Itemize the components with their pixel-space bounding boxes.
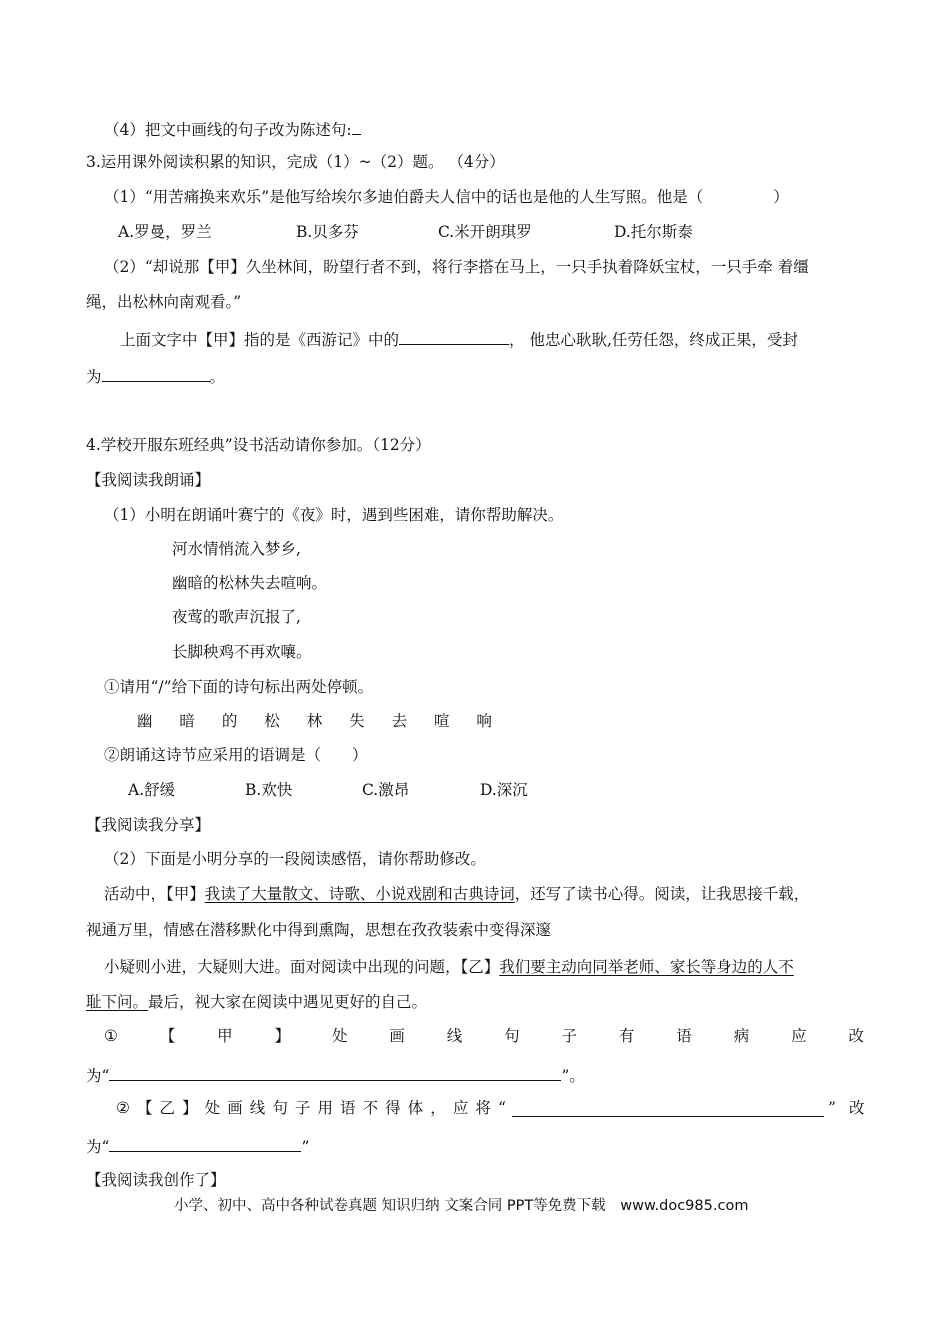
ans1-char: 【	[159, 1027, 176, 1045]
q4-s2-para-line3	[104, 957, 794, 977]
q4-s2-para-line1	[104, 884, 809, 904]
ans2-char: 不	[362, 1099, 379, 1117]
ans1-char: ①	[104, 1027, 118, 1045]
q3-2-line3	[120, 328, 798, 350]
ans1-char: 有	[618, 1027, 635, 1045]
answer1-line1	[104, 1026, 864, 1046]
pause-char: 失	[349, 712, 365, 730]
ans1-close: ”。	[561, 1067, 585, 1085]
tone-option-d[interactable]: D.深沉	[480, 781, 528, 799]
ans2-char: 语	[340, 1099, 356, 1117]
para1-underlined-sentence-jia: 我读了大量散文、诗歌、小说戏剧和古典诗词	[204, 885, 515, 903]
answer1-blank[interactable]	[109, 1064, 561, 1081]
ans2-char: 处	[204, 1099, 221, 1117]
tone-option-b[interactable]: B.欢快	[245, 781, 293, 799]
pause-char: 响	[476, 712, 492, 730]
answer2-blank-original[interactable]	[512, 1100, 824, 1117]
answer2-blank-revised[interactable]	[109, 1135, 301, 1152]
ans2-gai: 改	[849, 1099, 865, 1117]
q2-4-text: （4）把文中画线的句子改为陈述句:	[104, 121, 352, 139]
q3-2-blank-2[interactable]	[102, 365, 210, 382]
para1-suffix: ，还写了读书心得。阅读，让我思接千载，	[514, 885, 810, 903]
para3-prefix: 小疑则小进，大疑则大进。面对阅读中出现的问题，【乙】	[104, 958, 500, 976]
ans1-char: 句	[504, 1027, 520, 1045]
ans1-open: 为“	[86, 1067, 110, 1085]
q3-2-line3-b: ， 他忠心耿耿,任劳任怨，终成正果，受封	[509, 331, 798, 349]
q2-4-answer-blank[interactable]	[352, 118, 361, 135]
q3-1-line	[104, 187, 789, 207]
pause-char: 林	[306, 712, 323, 730]
para1-prefix: 活动中，【甲】	[104, 885, 205, 903]
ans1-char: 应	[791, 1027, 807, 1045]
tone-option-c[interactable]: C.激昂	[362, 781, 410, 799]
q4-s1-heading: 【我阅读我朗诵】	[86, 471, 211, 489]
q3-1-option-a[interactable]: A.罗曼，罗兰	[118, 223, 212, 241]
q3-1-option-d[interactable]: D.托尔斯泰	[614, 223, 693, 241]
ans1-char: 】	[274, 1027, 291, 1045]
ans1-char: 甲	[217, 1027, 233, 1045]
ans2-char: 画	[227, 1099, 243, 1117]
q4-s2-para-line4	[86, 992, 427, 1012]
ans2-char: 线	[249, 1099, 266, 1117]
q4-s3-heading: 【我阅读我创作了】	[86, 1171, 226, 1189]
ans1-char: 病	[733, 1027, 750, 1045]
ans2-char: 】	[182, 1099, 198, 1117]
q4-s1-task2: ②朗诵这诗节应采用的语调是（ ）	[104, 746, 368, 764]
q4-s1-intro: （1）小明在朗诵叶赛宁的《夜》时，遇到些困难，请你帮助解决。	[104, 506, 564, 524]
answer2-prompt	[116, 1098, 506, 1118]
footer-site-link[interactable]: www.doc985.com	[620, 1198, 749, 1214]
pause-char: 喧	[433, 712, 450, 730]
poem-line-3: 夜莺的歌声沉报了,	[172, 608, 301, 626]
q3-1-option-b[interactable]: B.贝多芬	[296, 223, 359, 241]
q3-2-blank-1[interactable]	[399, 328, 509, 345]
ans2-char: 【	[136, 1099, 153, 1117]
para3-underlined-sentence-yi: 我们要主动向同举老师、家长等身边的人不	[499, 958, 794, 976]
ans1-char: 线	[446, 1027, 463, 1045]
ans2-char: 将	[475, 1099, 491, 1117]
ans2-char: ②	[116, 1099, 130, 1117]
poem-line-1: 河水情悄流入梦乡,	[172, 540, 301, 558]
ans2-char: 子	[294, 1099, 311, 1117]
q3-1-close: ）	[773, 188, 789, 206]
q4-s2-para-line2: 视通万里，情感在潜移默化中得到熏陶，思想在孜孜装索中变得深邃	[86, 921, 552, 939]
answer2-line2	[86, 1135, 309, 1157]
pause-char: 的	[221, 712, 238, 730]
ans2-char: 体	[407, 1099, 424, 1117]
poem-line-4: 长脚秧鸡不再欢嚷。	[172, 643, 312, 661]
pause-char: 去	[391, 712, 408, 730]
footer-text: 小学、初中、高中各种试卷真题 知识归纳 文案合同 PPT等免费下载	[174, 1198, 606, 1214]
q3-2-line1: （2）“却说那【甲】久坐林间，盼望行者不到，将行李搭在马上，一只手执着降妖宝杖，一只手牵 着缰	[104, 258, 809, 276]
footer	[174, 1196, 748, 1216]
ans1-char: 语	[676, 1027, 692, 1045]
poem-pause-line[interactable]	[137, 711, 492, 731]
poem-line-2: 幽暗的松林失去喧响。	[172, 574, 328, 592]
pause-char: 幽	[137, 712, 153, 730]
ans2-char: 句	[272, 1099, 288, 1117]
ans1-char: 处	[331, 1027, 348, 1045]
q3-2-line4-b: 。	[209, 368, 226, 386]
q4-title: 4.学校开服东班经典”设书活动请你参加。（12分）	[86, 436, 431, 454]
ans2-open: 为“	[86, 1138, 110, 1156]
q3-2-line2: 绳，出松林向南观看。”	[86, 293, 242, 311]
ans2-char: ，	[430, 1099, 446, 1117]
q3-title: 3.运用课外阅读积累的知识，完成（1）~（2）题。 （4分）	[86, 153, 505, 171]
q4-s1-task1: ①请用“/”给下面的诗句标出两处停顿。	[104, 678, 374, 696]
q3-1-option-c[interactable]: C.米开朗琪罗	[438, 223, 532, 241]
q3-1-text: （1）“用苦痛换来欢乐”是他写给埃尔多迪伯爵夫人信中的话也是他的人生写照。他是（	[104, 188, 704, 206]
ans2-char: 用	[317, 1099, 333, 1117]
ans2-char: 应	[452, 1099, 469, 1117]
para4-suffix: 最后，视大家在阅读中遇见更好的自己。	[148, 993, 428, 1011]
q2-4-line	[104, 118, 361, 140]
ans2-quote-close: ”	[828, 1099, 836, 1117]
tone-option-a[interactable]: A.舒缓	[128, 781, 176, 799]
q3-2-line3-a: 上面文字中【甲】指的是《西游记》中的	[120, 331, 400, 349]
ans2-char: 乙	[159, 1099, 176, 1117]
para4-underlined-end: 耻下问。	[86, 993, 149, 1011]
q4-s2-intro: （2）下面是小明分享的一段阅读感悟，请你帮助修改。	[104, 850, 486, 868]
ans2-end: ”	[301, 1138, 310, 1156]
pause-char: 松	[264, 712, 280, 730]
ans2-char: 得	[385, 1099, 401, 1117]
ans1-char: 画	[389, 1027, 405, 1045]
ans1-char: 改	[848, 1027, 864, 1045]
ans2-char: “	[497, 1099, 506, 1117]
q4-s2-heading: 【我阅读我分享】	[86, 816, 211, 834]
pause-char: 暗	[179, 712, 195, 730]
answer1-line2	[86, 1064, 585, 1086]
q3-2-line4-a: 为	[86, 368, 102, 386]
ans1-char: 子	[561, 1027, 578, 1045]
q3-2-line4	[86, 365, 225, 387]
